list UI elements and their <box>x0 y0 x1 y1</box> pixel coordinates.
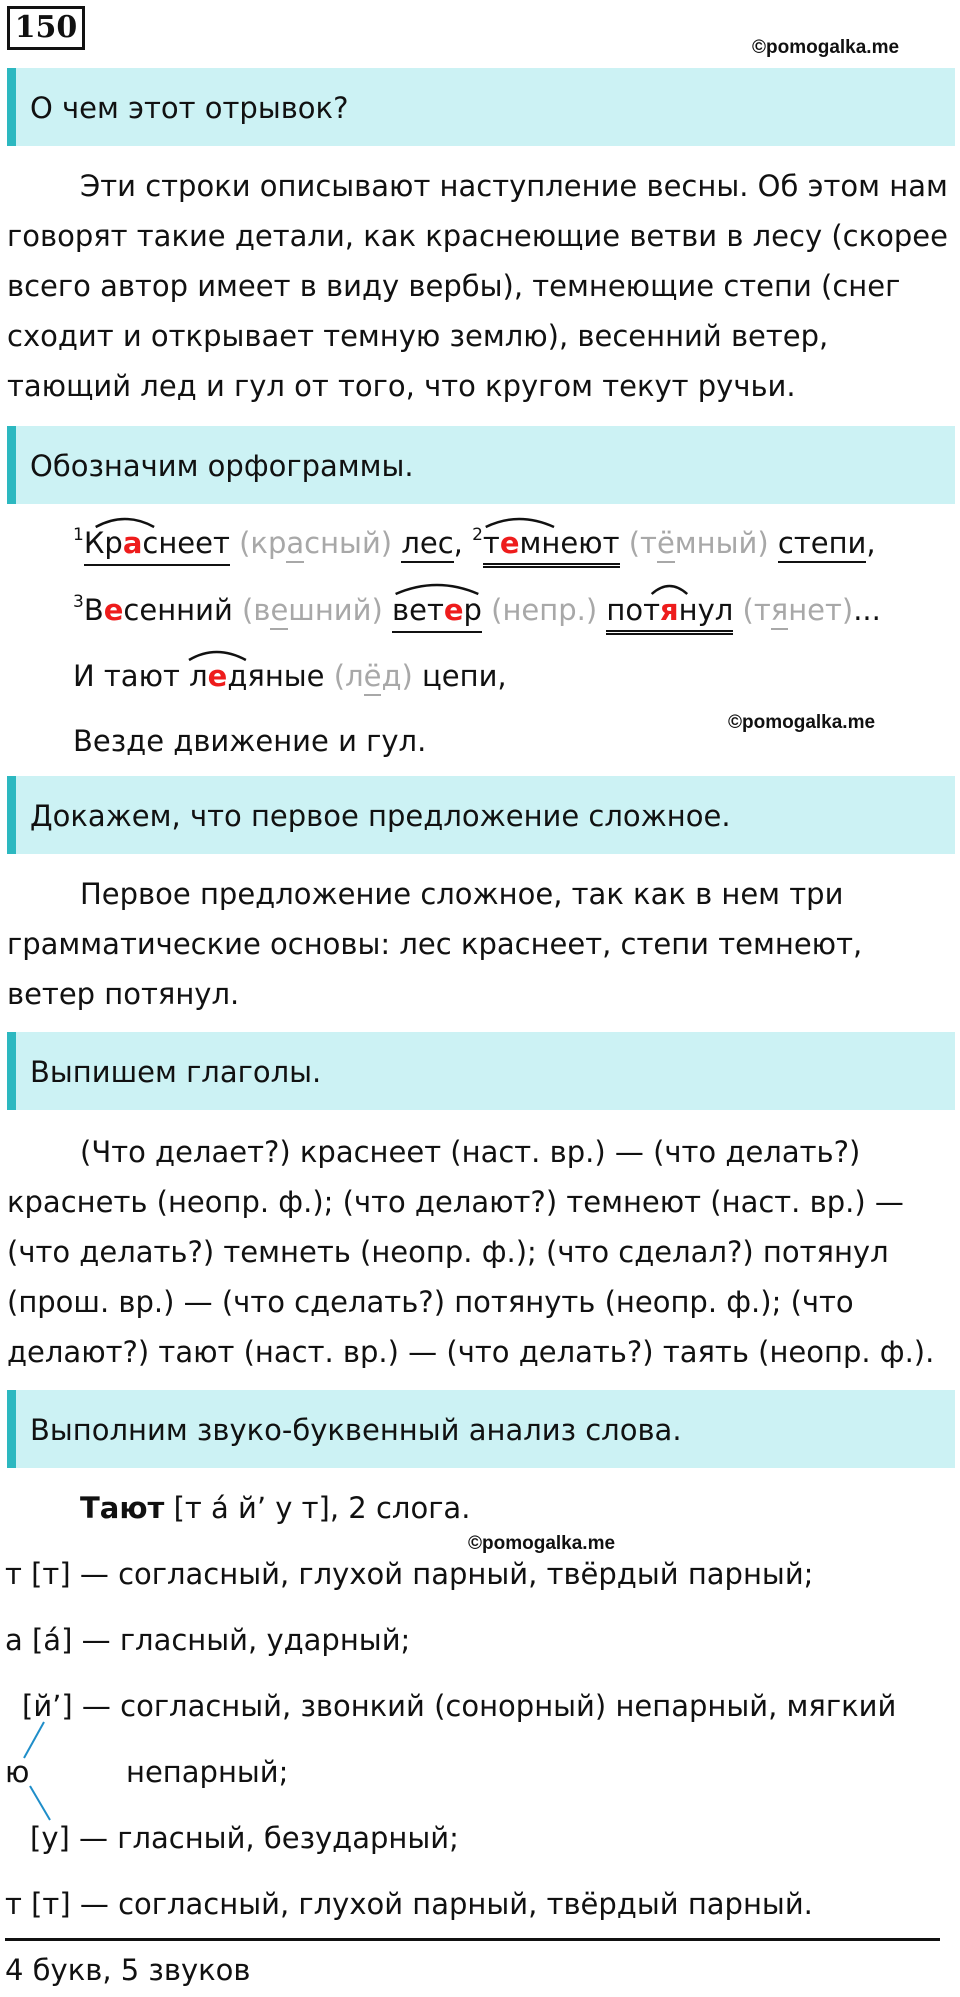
poem-line-4: Везде движение и гул. <box>73 724 427 758</box>
footnote-3: 3 <box>73 592 84 612</box>
word-vesenny: Весенний <box>83 593 233 627</box>
footnote-1: 1 <box>73 525 84 545</box>
poem-line-1: $^1$ Краснеет (красный) лес, $^2$ темнеют (тёмный) степи, <box>73 523 876 568</box>
section-header-about: О чем этот отрывок? <box>7 68 955 146</box>
check-note-nepr: (непр.) <box>491 593 598 627</box>
poem-line-2: $^3$Весенний (вешний) ветер (непр.) потянул (тянет)... <box>73 590 881 635</box>
morpheme-root-arc <box>606 580 733 596</box>
analysis-row-t1: т [т] — согласный, глухой парный, твёрдый парный; <box>5 1557 814 1591</box>
section-header-verbs: Выпишем глаголы. <box>7 1032 955 1110</box>
morpheme-root-arc <box>84 513 230 529</box>
word-ledyanye: ледяные <box>189 656 324 696</box>
poem-line-3: И тают ледяные (лёд) цепи, <box>73 656 507 696</box>
check-word-temny: (тёмный) <box>629 526 769 563</box>
word-les: лес <box>401 526 453 563</box>
analysis-row-u: [у] — гласный, безударный; <box>30 1821 459 1855</box>
word-temneyut: темнеют <box>483 523 620 568</box>
watermark: ©pomogalka.me <box>468 1533 616 1554</box>
word-krasneet: Краснеет <box>84 523 230 566</box>
word-stepi: степи <box>778 526 867 563</box>
section-header-orthograms: Обозначим орфограммы. <box>7 426 955 504</box>
analysis-summary: 4 букв, 5 звуков <box>5 1953 251 1987</box>
check-word-krasny: (красный) <box>239 526 392 563</box>
analysis-row-a: а [а́] — гласный, ударный; <box>5 1623 411 1657</box>
check-word-tyanet: (тянет) <box>743 593 854 630</box>
analysis-word: Тают <box>80 1491 165 1525</box>
divider-line <box>5 1938 940 1941</box>
watermark: ©pomogalka.me <box>728 712 876 733</box>
section-header-analysis: Выполним звуко-буквенный анализ слова. <box>7 1390 955 1468</box>
word-veter: ветер <box>392 590 482 633</box>
morpheme-root-arc <box>392 580 482 596</box>
word-potyanul: потянул <box>606 590 733 635</box>
morpheme-root-arc <box>189 646 324 662</box>
letter-yu: ю <box>5 1755 30 1789</box>
watermark: ©pomogalka.me <box>752 37 900 58</box>
footnote-2: 2 <box>472 525 483 545</box>
check-word-veshny: (вешний) <box>242 593 383 630</box>
analysis-row-j-cont: непарный; <box>126 1755 289 1789</box>
check-word-lyod: (лёд) <box>334 659 413 696</box>
paragraph-proof: Первое предложение сложное, так как в нем три грамматические основы: лес краснеет, степи темнеют, ветер потянул. <box>7 877 863 1011</box>
task-number: 150 <box>7 6 85 50</box>
paragraph-about: Эти строки описывают наступление весны. Об этом нам говорят такие детали, как краснеющие ветви в лесу (скорее всего автор имеет в виду вербы), темнеющие степи (снег сходит и открывает темную землю), весенний ветер, тающий лед и гул от того, что кругом текут ручьи. <box>7 169 948 403</box>
morpheme-root-arc <box>483 513 620 529</box>
section-header-proof: Докажем, что первое предложение сложное. <box>7 776 955 854</box>
analysis-row-t2: т [т] — согласный, глухой парный, твёрдый парный. <box>5 1887 813 1921</box>
analysis-row-j: [й’] — согласный, звонкий (сонорный) непарный, мягкий <box>22 1689 897 1723</box>
analysis-title: Тают [т а́ й’ у т], 2 слога. <box>80 1491 471 1525</box>
paragraph-verbs: (Что делает?) краснеет (наст. вр.) — (что делать?) краснеть (неопр. ф.); (что делают?) темнеют (наст. вр.) — (что делать?) темнеть (неопр. ф.); (что сделал?) потянул (прош. вр.) — (что сделать?) потянуть (неопр. ф.); (что делают?) тают (наст. вр.) — (что делать?) таять (неопр. ф.). <box>7 1135 935 1369</box>
